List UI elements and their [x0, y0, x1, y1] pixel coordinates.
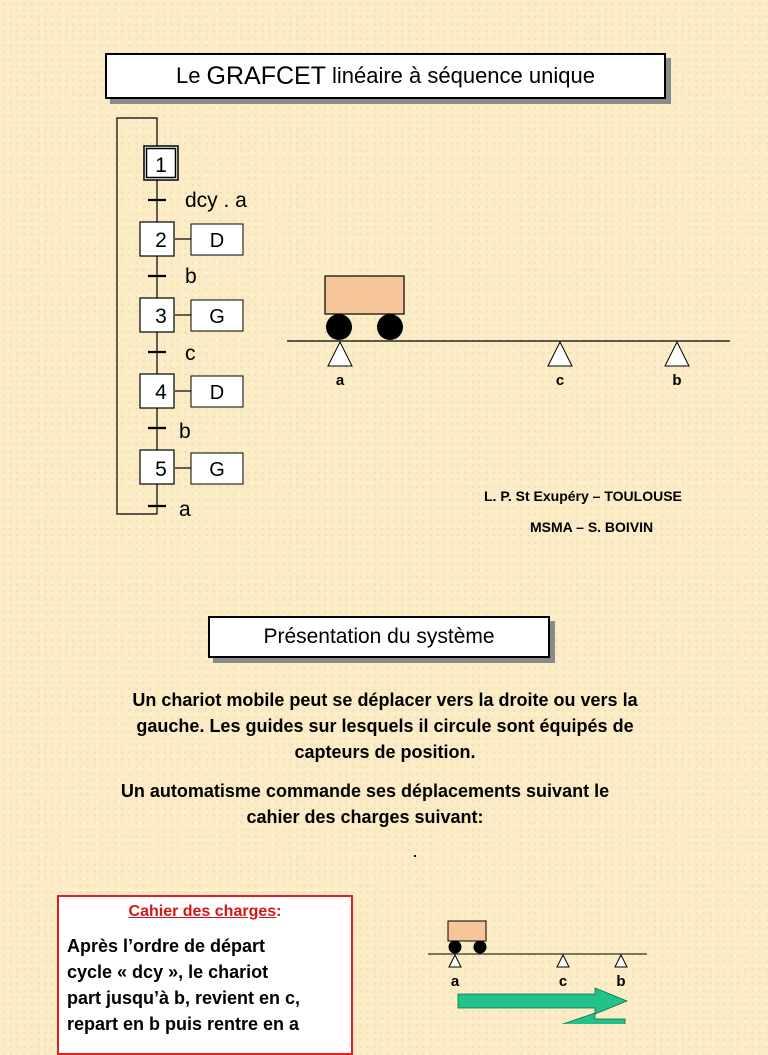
mini-sensor-c-icon [557, 955, 569, 967]
cahier-heading-colon: : [276, 903, 282, 920]
step-1 [144, 146, 178, 180]
cart-wheel-left [326, 314, 352, 340]
step-5-label: 5 [155, 458, 167, 481]
action-4 [191, 376, 243, 407]
mini-track-diagram [425, 915, 655, 1024]
mini-sensor-c-label: c [558, 973, 568, 990]
section-heading: Présentation du système [263, 625, 495, 648]
cahier-heading [67, 903, 343, 921]
mini-sensor-a-label: a [450, 973, 460, 990]
paragraph-1 [40, 687, 730, 765]
sensor-c-icon [548, 342, 572, 366]
cahier-text [67, 933, 343, 1037]
paragraph-1-line-2: gauche. Les guides sur lesquels il circule sont équipés de [136, 716, 634, 736]
sensor-a-icon [328, 342, 352, 366]
paragraph-2 [20, 778, 710, 830]
mini-sensor-b-icon [615, 955, 627, 967]
transition-1-label: dcy . a [185, 189, 247, 212]
action-2 [191, 224, 243, 255]
section-heading-box [208, 616, 550, 658]
mini-cart-wheel-right [474, 941, 487, 954]
transition-3-label: c [185, 342, 196, 365]
step-4-label: 4 [155, 381, 167, 404]
action-5-label: G [209, 459, 225, 481]
action-2-label: D [209, 230, 225, 252]
title-box [105, 53, 666, 99]
cart-body [325, 276, 404, 314]
action-3 [191, 300, 243, 331]
mini-cart-wheel-left [449, 941, 462, 954]
step-3 [140, 298, 174, 332]
stray-dot [414, 855, 416, 857]
title-prefix: Le [176, 63, 201, 88]
credit-line-1: L. P. St Exupéry – TOULOUSE [484, 488, 682, 504]
transition-5-label: a [179, 498, 191, 521]
paragraph-1-line-3: capteurs de position. [294, 742, 476, 762]
step-2-label: 2 [155, 229, 167, 252]
sensor-b-label: b [672, 372, 682, 389]
paragraph-2-line-2: cahier des charges suivant: [246, 807, 484, 827]
step-2 [140, 222, 174, 256]
title-suffix: linéaire à séquence unique [331, 63, 595, 88]
cahier-line-2: cycle « dcy », le chariot [67, 962, 269, 982]
paragraph-2-line-1: Un automatisme commande ses déplacements suivant le [120, 781, 610, 801]
action-3-label: G [209, 306, 225, 328]
credit-line-2: MSMA – S. BOIVIN [530, 519, 654, 535]
arrow-left-icon [563, 1013, 625, 1024]
action-5 [191, 453, 243, 484]
arrow-right-icon [458, 988, 627, 1014]
sensor-b-icon [665, 342, 689, 366]
action-4-label: D [209, 382, 225, 404]
step-5 [140, 450, 174, 484]
step-1-label: 1 [155, 154, 167, 177]
sensor-a-label: a [335, 372, 345, 389]
cart-wheel-right [377, 314, 403, 340]
cahier-line-3: part jusqu’à b, revient en c, [67, 988, 301, 1008]
sensor-c-label: c [555, 372, 565, 389]
track-diagram [285, 270, 735, 395]
cahier-heading-text: Cahier des charges [128, 903, 277, 920]
transition-4-label: b [179, 420, 191, 443]
mini-sensor-a-icon [449, 955, 461, 967]
step-3-label: 3 [155, 305, 167, 328]
cahier-line-4: repart en b puis rentre en a [67, 1014, 300, 1034]
grafcet-diagram [105, 110, 290, 530]
step-4 [140, 374, 174, 408]
cahier-line-1: Après l’ordre de départ [67, 936, 266, 956]
title-grafcet: GRAFCET [206, 61, 326, 90]
mini-cart-body [448, 921, 486, 941]
paragraph-1-line-1: Un chariot mobile peut se déplacer vers la droite ou vers la [132, 690, 638, 710]
cahier-box [57, 895, 353, 1055]
mini-sensor-b-label: b [616, 973, 626, 990]
transition-2-label: b [185, 265, 197, 288]
